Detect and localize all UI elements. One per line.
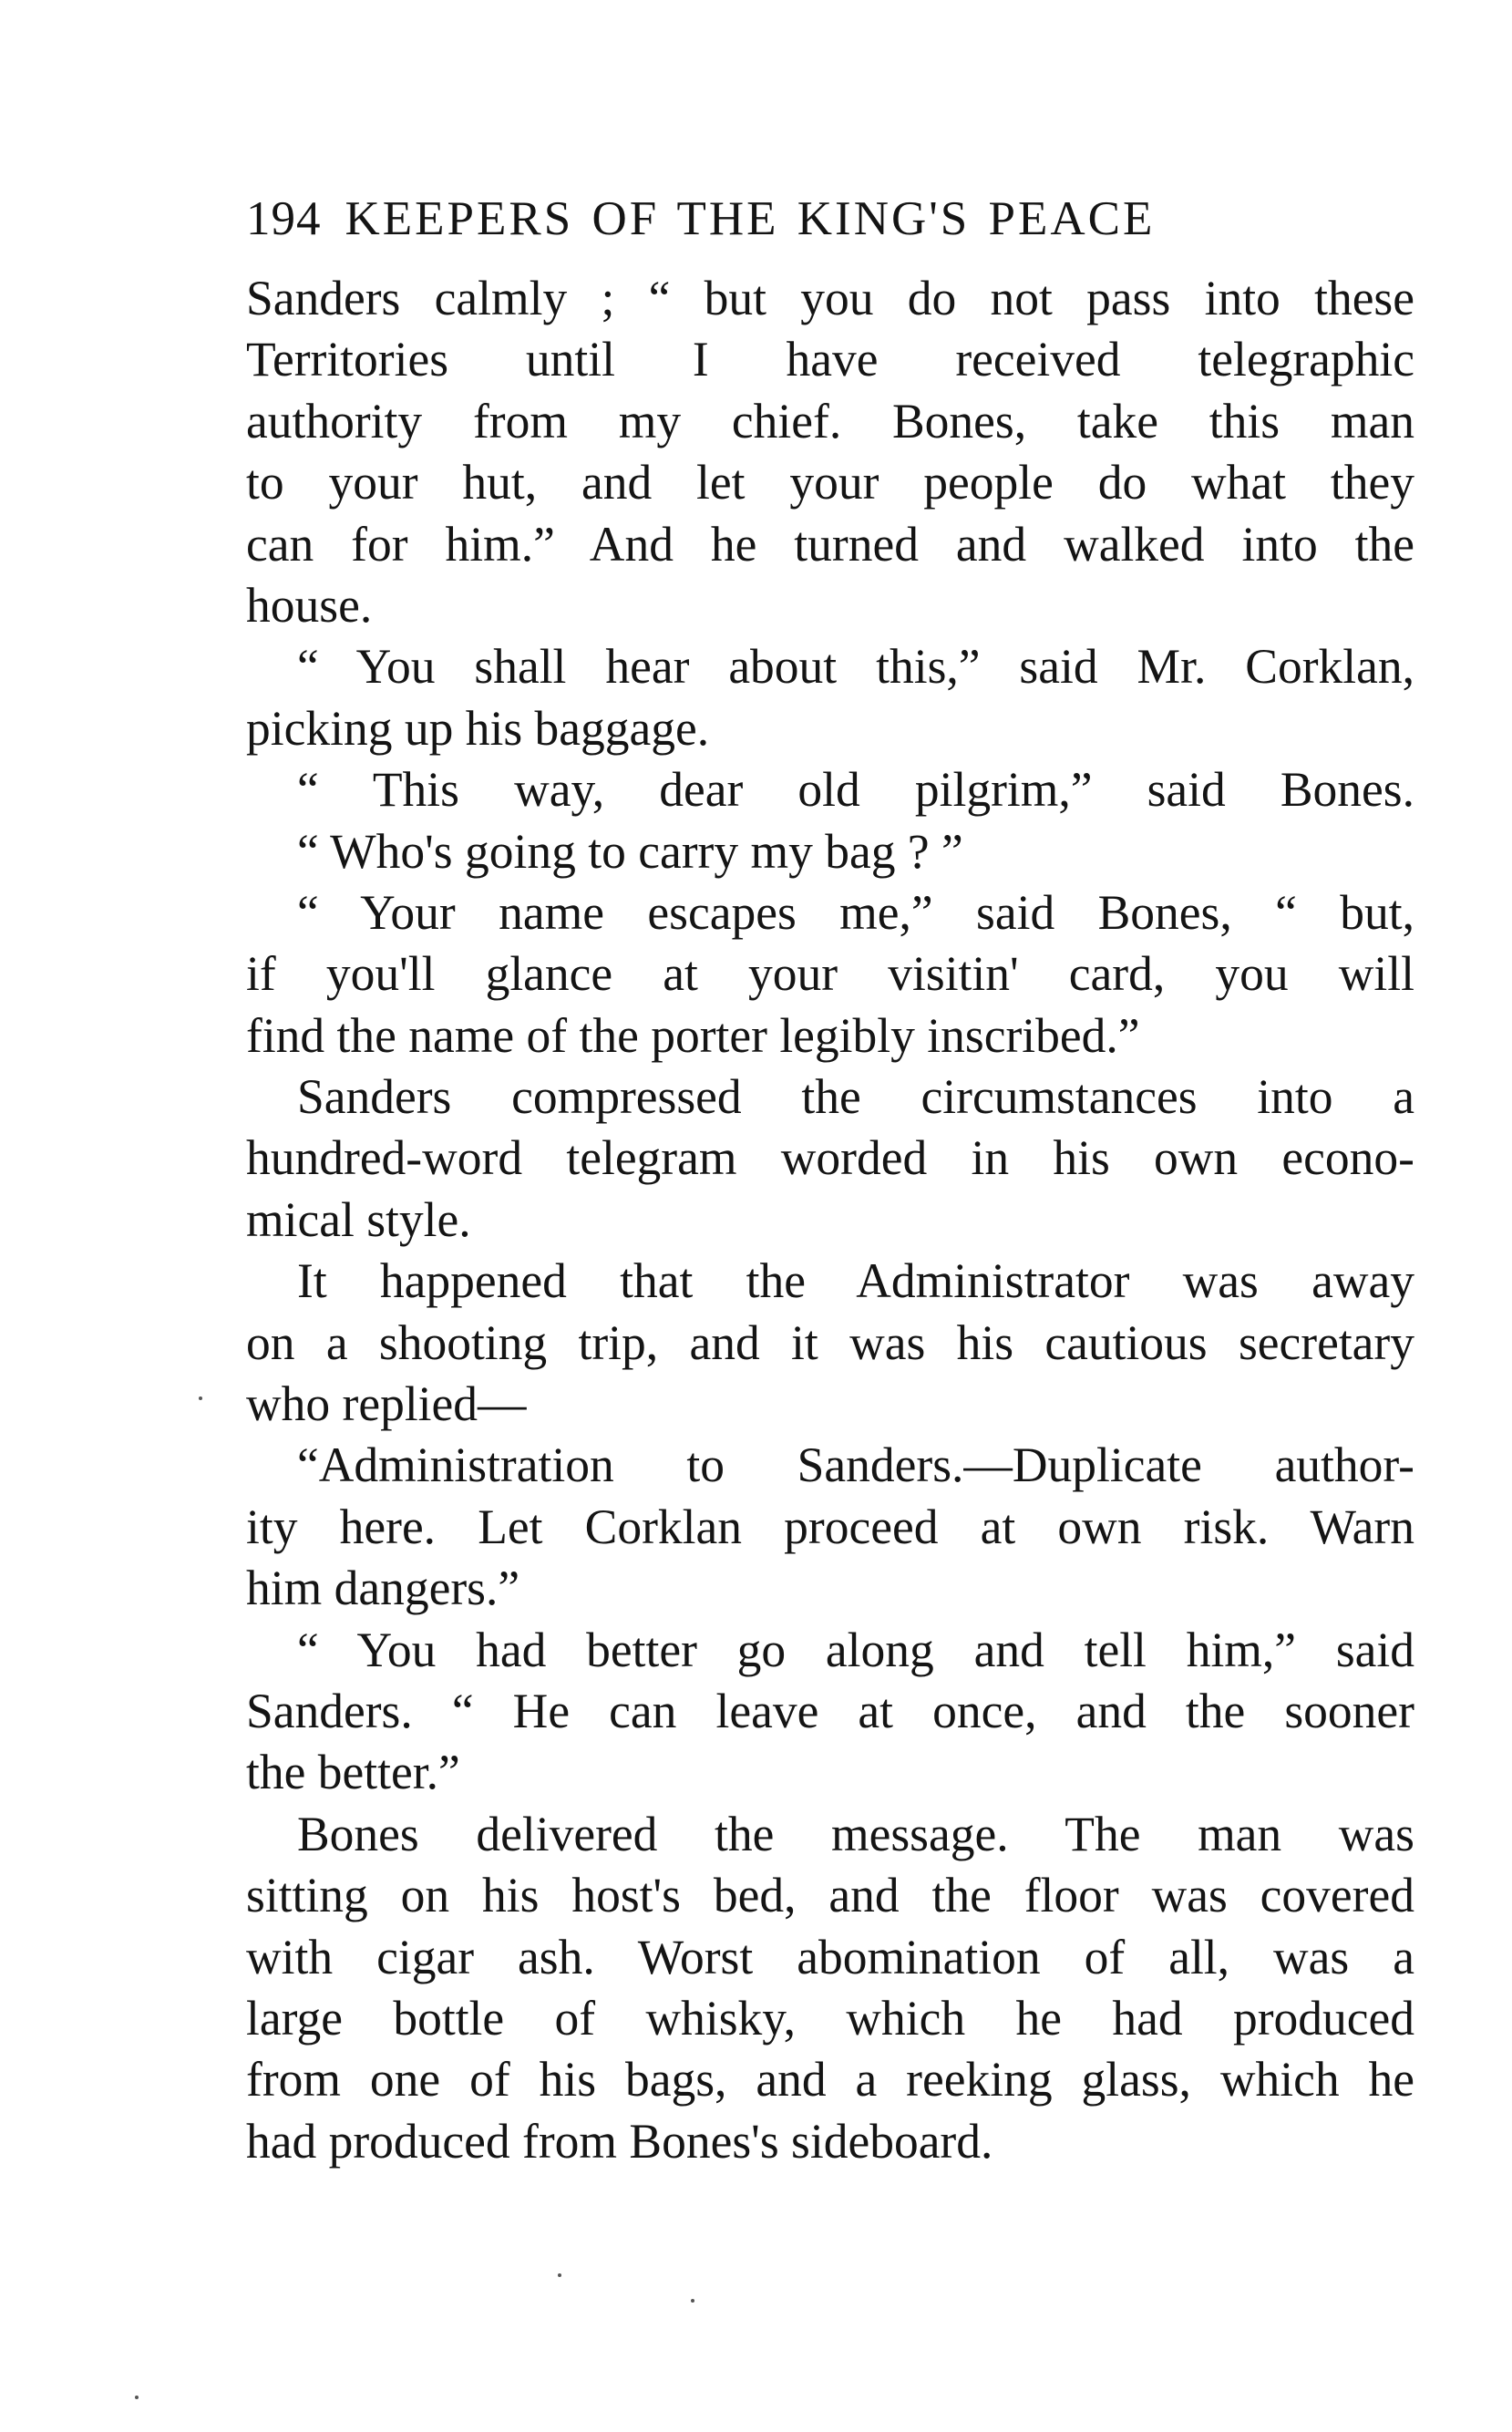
text-line: house. [246,577,373,633]
scan-speck [199,1396,202,1400]
text-line: to your hut, and let your people do what they [246,455,1414,510]
scan-speck [558,2273,561,2277]
text-line: from one of his bags, and a reeking glass, which he [246,2052,1414,2107]
scan-speck [135,2396,139,2399]
text-line: with cigar ash. Worst abomination of all, was a [246,1929,1414,1984]
text-line: the better.” [246,1745,460,1800]
text-line: mical style. [246,1191,471,1247]
text-line: find the name of the porter legibly inscribed.” [246,1007,1140,1063]
body-text [246,268,1414,2172]
page-number: 194 [246,192,322,245]
text-line: ity here. Let Corklan proceed at own risk. Warn [246,1499,1414,1554]
text-line: hundred-word telegram worded in his own econo- [246,1130,1414,1186]
text-line: Sanders calmly ; “ but you do not pass into these [246,271,1414,325]
text-line: “Administration to Sanders.—Duplicate author- [297,1438,1414,1493]
text-line: Sanders compressed the circumstances into a [297,1069,1414,1125]
text-line: large bottle of whisky, which he had produced [246,1990,1414,2046]
text-line: picking up his baggage. [246,700,710,756]
text-line: Bones delivered the message. The man was [297,1806,1414,1861]
text-line: Territories until I have received telegraphic [246,332,1414,387]
text-line: who replied— [246,1376,527,1432]
text-line: “ This way, dear old pilgrim,” said Bones. [297,762,1414,818]
text-line: had produced from Bones's sideboard. [246,2113,993,2169]
running-header [246,182,1414,255]
text-line: Sanders. “ He can leave at once, and the sooner [246,1683,1414,1738]
text-line: can for him.” And he turned and walked into the [246,516,1414,572]
text-line: if you'll glance at your visitin' card, you will [246,946,1414,1002]
text-line: “ You had better go along and tell him,” said [297,1622,1414,1677]
text-line: authority from my chief. Bones, take this man [246,393,1414,448]
text-line: him dangers.” [246,1561,520,1616]
book-page [246,182,1414,2172]
text-line: “ Who's going to carry my bag ? ” [297,823,963,879]
text-line: “ Your name escapes me,” said Bones, “ but, [297,884,1414,940]
text-line: sitting on his host's bed, and the floor was covered [246,1868,1414,1923]
running-title: KEEPERS OF THE KING'S PEACE [345,192,1156,245]
text-line: “ You shall hear about this,” said Mr. Corklan, [297,639,1414,695]
scan-speck [691,2299,694,2303]
text-line: on a shooting trip, and it was his cautious secretary [246,1314,1414,1370]
text-line: It happened that the Administrator was away [297,1253,1414,1309]
